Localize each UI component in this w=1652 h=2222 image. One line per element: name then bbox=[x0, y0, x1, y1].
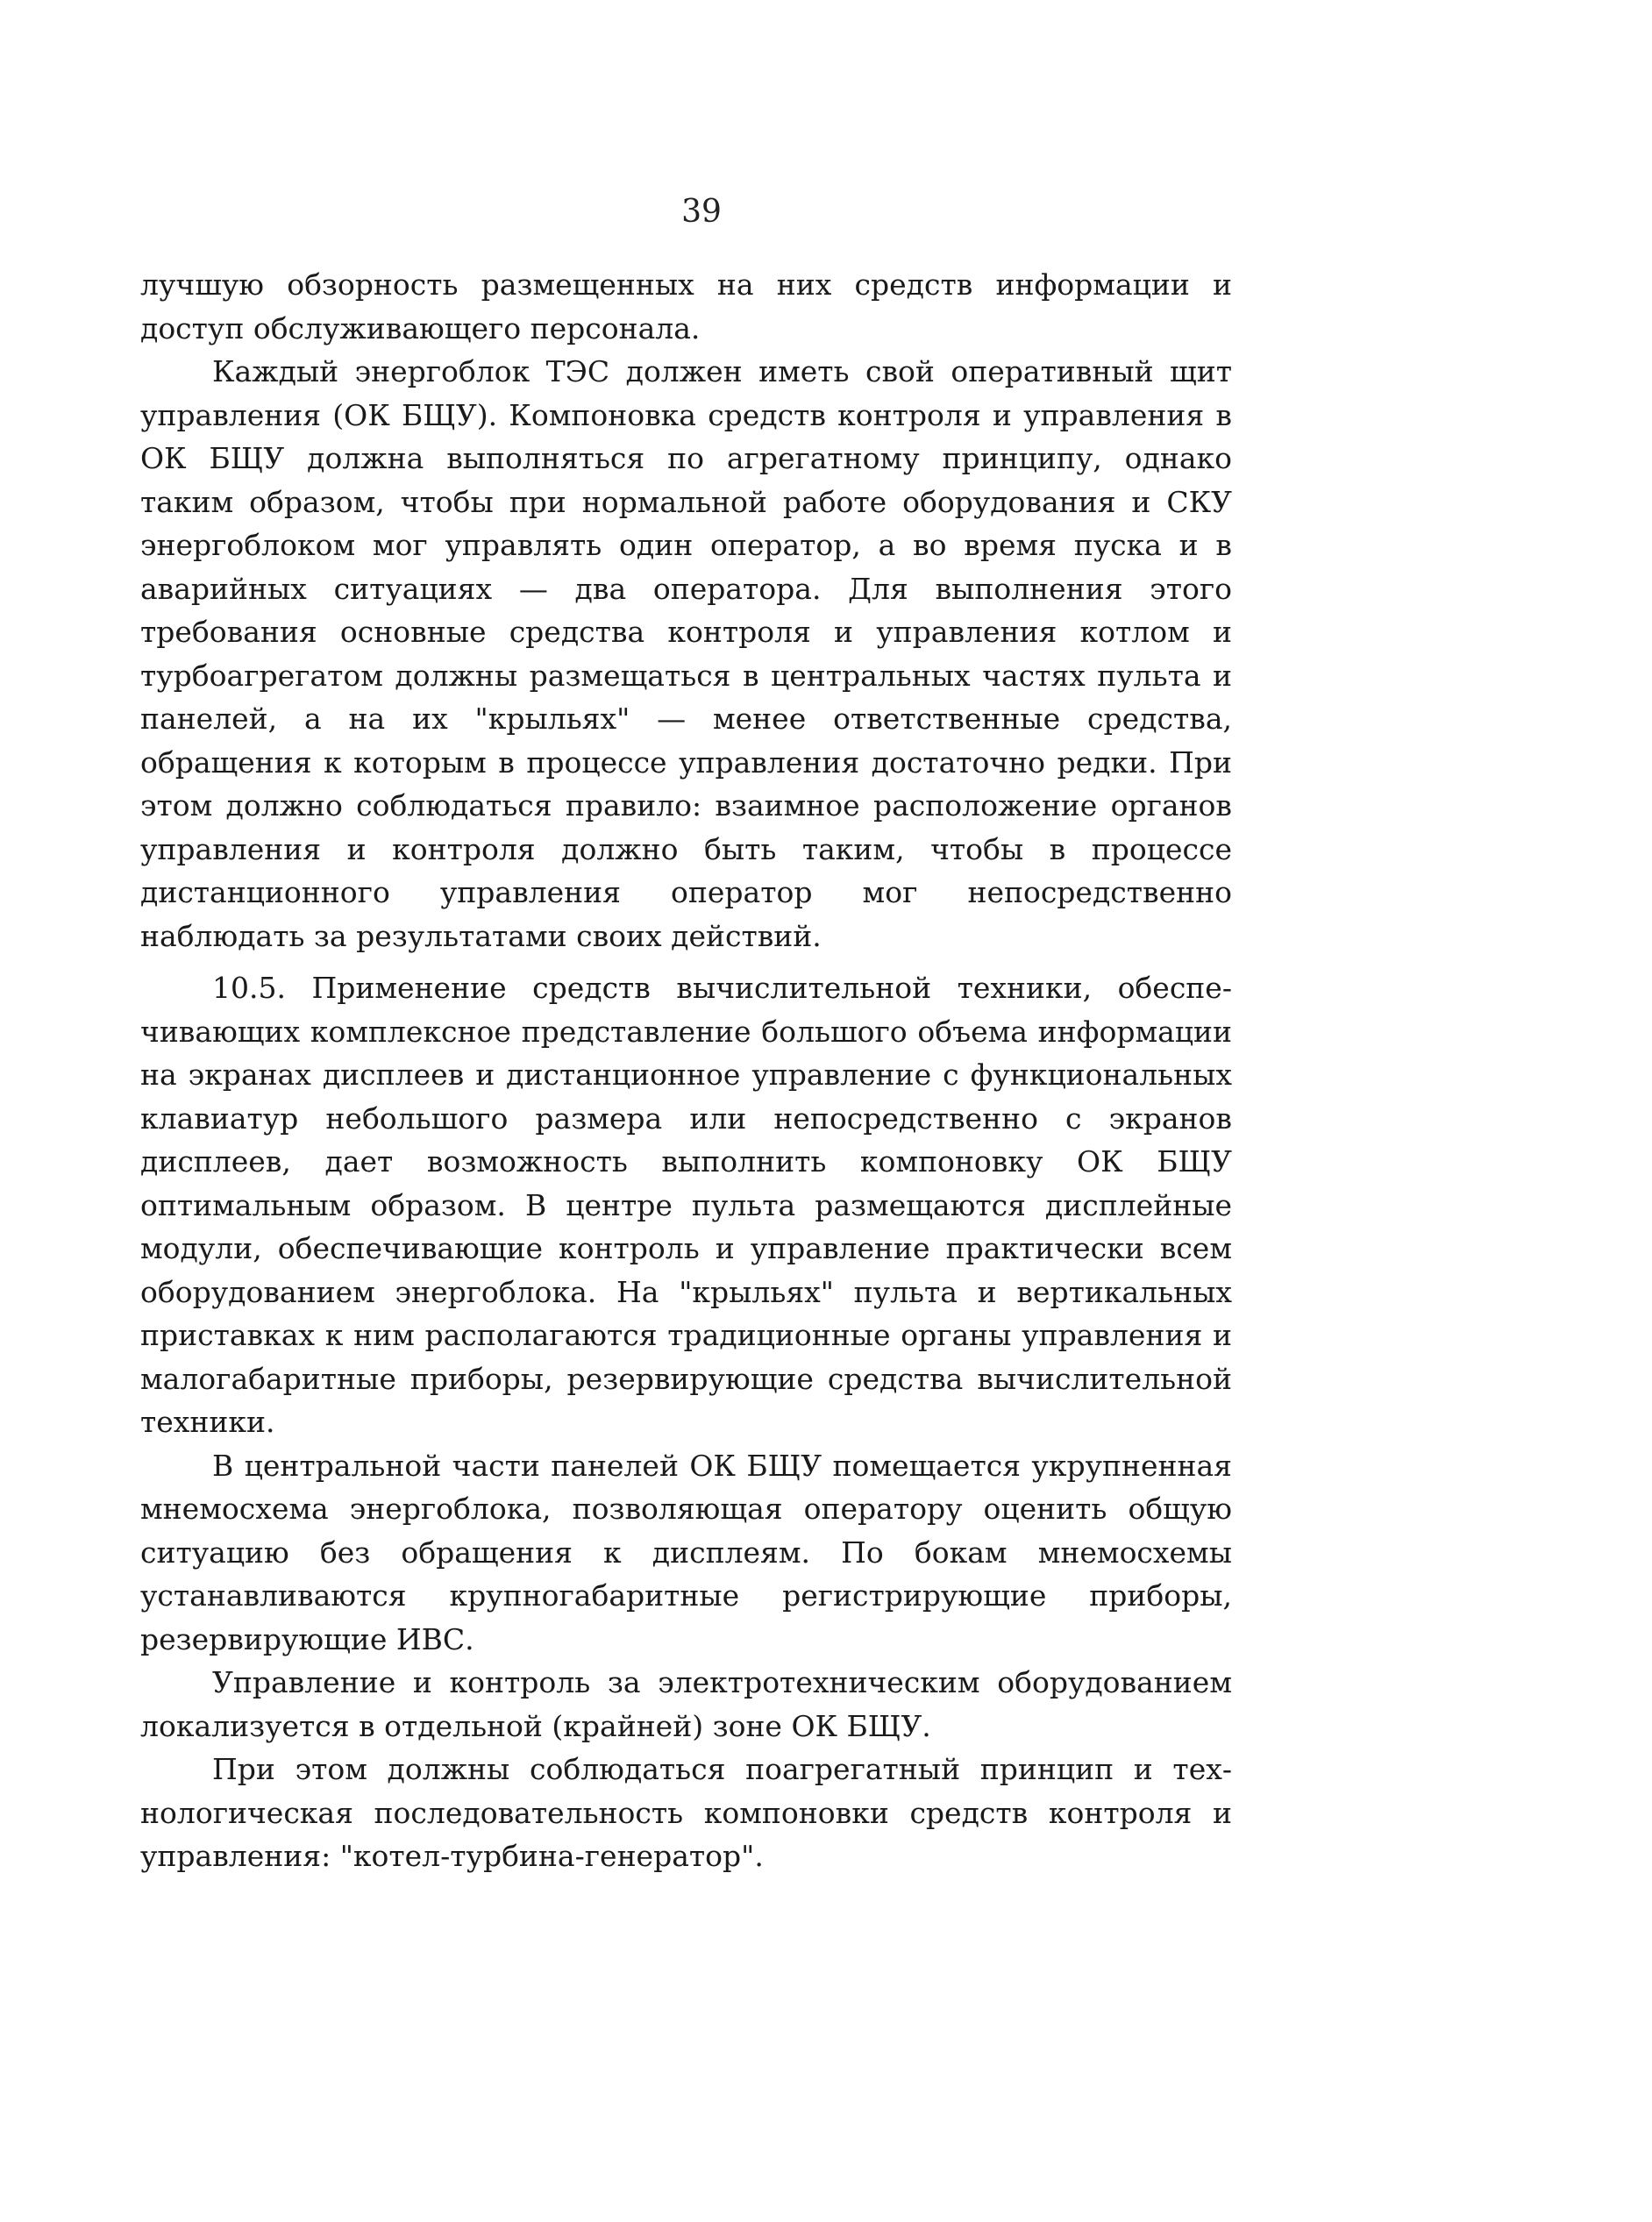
paragraph-continuation: лучшую обзорность размещенных на них средств информации и доступ обслуживающего персонала. bbox=[140, 267, 1232, 345]
paragraph-section-10-5: 10.5. Применение средств вычислительной техники, обеспечивающих комплексное представление большого объема информации на экранах дисплеев и дистанционное управление с функциональных клавиатур небольшого размера или непосредственно с экранов дисплеев, дает возможность выполнить компоновку ОК БЩУ оптимальным образом. В центре пульта размещаются дисплейные модули, обеспечивающие контроль и управление практически всем оборудованием энергоблока. На "крыльях" пульта и вертикальных приставках к ним располагаются традиционные органы управления и малогабаритные приборы, резервирующие средства вычислительной техники. bbox=[140, 971, 1232, 1439]
paragraph-unit-principle: При этом должны соблюдаться поагрегатный принцип и технологическая последовательность компоновки средств контроля и управления: "котел-турбина-генератор". bbox=[140, 1752, 1232, 1873]
paragraph-electrical-control: Управление и контроль за электротехническим оборудованием локализуется в отдельной (крайней) зоне ОК БЩУ. bbox=[140, 1665, 1232, 1743]
paragraph-ok-bshu-layout: Каждый энергоблок ТЭС должен иметь свой оперативный щит управления (ОК БЩУ). Компоновка средств контроля и управления в ОК БЩУ должна выполняться по агрегатному принципу, однако таким образом, чтобы при нормальной работе оборудования и СКУ энергоблоком мог управлять один оператор, а во время пуска и в аварийных ситуациях — два оператора. Для выполнения этого требования основные средства контроля и управления котлом и турбоагрегатом должны размещаться в центральных частях пульта и панелей, а на их "крыльях" — менее ответственные средства, обращения к которым в процессе управления достаточно редки. При этом должно соблюдаться правило: взаимное расположение органов управления и контроля должно быть таким, чтобы в процессе дистанционного управления оператор мог непосредственно наблюдать за результатами своих действий. bbox=[140, 354, 1232, 953]
paragraph-mnemonic-scheme: В центральной части панелей ОК БЩУ помещается укрупненная мнемосхема энергоблока, позволяющая оператору оценить общую ситуацию без обращения к дисплеям. По бокам мнемосхемы устанавливаются крупногабаритные регистрирующие приборы, резервирующие ИВС. bbox=[140, 1448, 1232, 1656]
page-number: 39 bbox=[681, 194, 722, 230]
body-text bbox=[140, 263, 1232, 1878]
